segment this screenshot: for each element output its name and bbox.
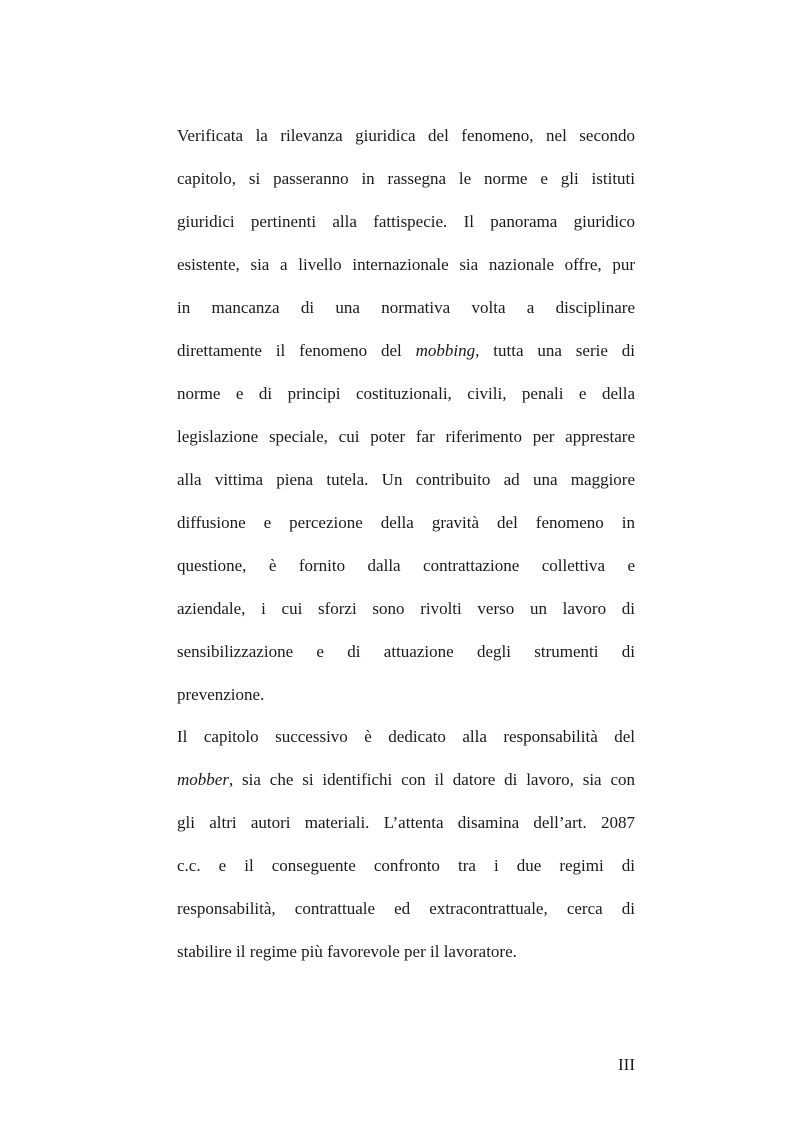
p2-line-2-text-after: , sia che si identifichi con il datore di lavoro, sia con [228,770,635,789]
paragraph-1-line-14: prevenzione. [177,685,265,704]
paragraph-1-line-8: legislazione speciale, cui poter far riferimento per apprestare [177,427,635,446]
mobbing-term: mobbing [415,341,476,360]
paragraph-1-line-5: in mancanza di una normativa volta a disciplinare [177,298,635,317]
mobber-term: mobber [177,770,229,789]
paragraph-1-line-9: alla vittima piena tutela. Un contribuito ad una maggiore [177,470,635,489]
line-6-text-after: , tutta una serie di [475,341,635,360]
paragraph-2-line-3: gli altri autori materiali. L’attenta disamina dell’art. 2087 [177,813,635,832]
paragraph-2-line-1: Il capitolo successivo è dedicato alla responsabilità del [177,727,635,746]
paragraph-2-line-2 [177,770,635,790]
paragraph-1-line-3: giuridici pertinenti alla fattispecie. Il panorama giuridico [177,212,635,231]
paragraph-2-line-5: responsabilità, contrattuale ed extracontrattuale, cerca di [177,899,635,918]
paragraph-1-line-4: esistente, sia a livello internazionale sia nazionale offre, pur [177,255,635,274]
page-number: III [618,1055,635,1074]
paragraph-1-line-13: sensibilizzazione e di attuazione degli strumenti di [177,642,635,661]
paragraph-2-line-4: c.c. e il conseguente confronto tra i due regimi di [177,856,635,875]
paragraph-1-line-10: diffusione e percezione della gravità del fenomeno in [177,513,635,532]
paragraph-1-line-12: aziendale, i cui sforzi sono rivolti verso un lavoro di [177,599,635,618]
paragraph-1-line-11: questione, è fornito dalla contrattazione collettiva e [177,556,635,575]
paragraph-1-line-1: Verificata la rilevanza giuridica del fenomeno, nel secondo [177,126,635,145]
line-6-text-before: direttamente il fenomeno del [177,341,416,360]
paragraph-1-line-7: norme e di principi costituzionali, civili, penali e della [177,384,635,403]
paragraph-1-line-6 [177,341,635,361]
paragraph-2-line-6: stabilire il regime più favorevole per il lavoratore. [177,942,517,961]
paragraph-1-line-2: capitolo, si passeranno in rassegna le norme e gli istituti [177,169,635,188]
